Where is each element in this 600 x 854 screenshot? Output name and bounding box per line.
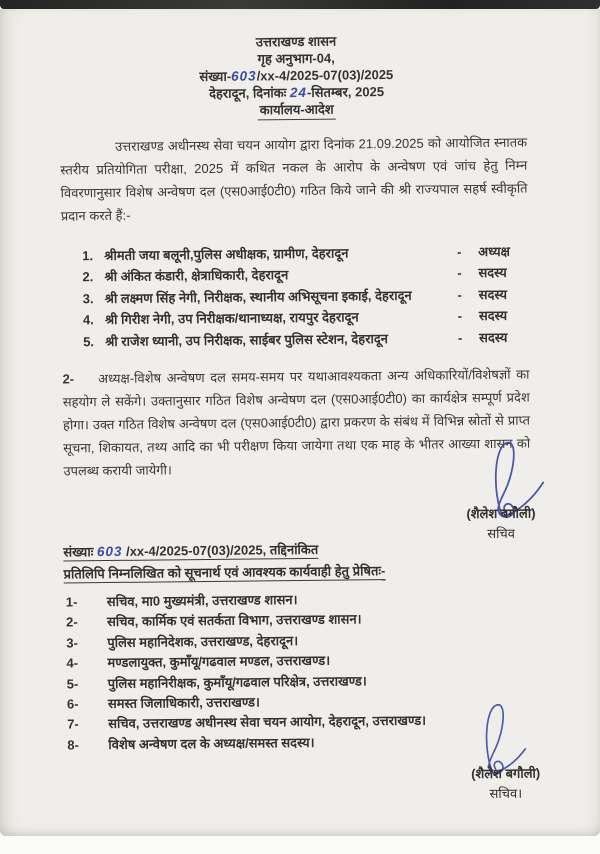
member-name: श्री अंकित कंडारी, क्षेत्राधिकारी, देहरादून [104, 267, 289, 285]
member-name: श्री लक्ष्मण सिंह नेगी, निरीक्षक, स्थानीय अभिसूचना इकाई, देहरादून [104, 287, 412, 306]
copy-text: समस्त जिलाधिकारी, उत्तराखण्ड। [107, 694, 260, 712]
department-section: गृह अनुभाग-04, [257, 50, 335, 67]
member-dash: - [457, 265, 462, 281]
copy-text: पुलिस महानिदेशक, उत्तराखण्ड, देहरादून। [107, 632, 299, 650]
member-role: सदस्य [478, 308, 508, 324]
paragraph-2-text: अध्यक्ष-विशेष अन्वेषण दल समय-समय पर यथाआवश्यकता अन्य अधिकारियों/विशेषज्ञों का सहयोग ले सकेंगे। उक्तानुसार गठित विशेष अन्वेषण दल (एस0आई0टी0) का कार्यक्षेत्र सम्पूर्ण प्रदेश होगा। उक्त गठित विशेष अन्वेषण दल (एस0आई0टी0) द्वारा प्रकरण के संबंध में विभिन्न स्रोतों से प्राप्त सूचना, शिकायत, तथ्य आदि का भी परीक्षण किया जायेगा तथा एक माह के भीतर आख्या शासन को उपलब्ध करायी जायेगी। [62, 366, 531, 479]
copy-number: 5- [66, 675, 79, 692]
copy-text: पुलिस महानिरीक्षक, कुमाँयू/गढवाल परिक्षेत्र, उत्तराखण्ड। [107, 672, 367, 691]
signatory-name: (शैलेश बगौली) [471, 765, 541, 782]
paragraph-2 [62, 363, 530, 483]
distribution-list [66, 588, 544, 756]
member-dash: - [457, 308, 463, 324]
signatory-block-1 [431, 503, 571, 544]
copy-text: सचिव, मा0 मुख्यमंत्री, उत्तराखण्ड शासन। [106, 592, 298, 610]
member-name: श्री राजेश ध्यानी, उप निरीक्षक, साईबर पुलिस स्टेशन, देहरादून [105, 330, 389, 349]
handwritten-order-number: 603 [231, 68, 257, 84]
doc-title: कार्यालय-आदेश [0, 98, 597, 123]
member-role: सदस्य [479, 329, 508, 345]
member-number: 3. [82, 290, 94, 307]
signatory-title: सचिव [487, 525, 516, 542]
copy-row [67, 730, 543, 755]
member-number: 2. [82, 269, 94, 285]
copy-text: विशेष अन्वेषण दल के अध्यक्ष/समस्त सदस्य। [108, 734, 315, 752]
member-role: सदस्य [478, 265, 507, 281]
member-role: सदस्य [478, 286, 508, 302]
copy-number: 7- [67, 716, 79, 732]
scan-bottom-margin [0, 836, 600, 854]
signatory-title: सचिव। [489, 785, 523, 802]
opening-paragraph: उत्तराखण्ड अधीनस्थ सेवा चयन आयोग द्वारा दिनांक 21.09.2025 को आयोजित स्नातक स्तरीय प्रतियोगिता परीक्षा, 2025 में कथित नकल के आरोप के अन्वेषण एवं जांच हेतु निम्न विवरणानुसार विशेष अन्वेषण दल (एस0आई0टी0) गठित किये जाने की श्री राज्यपाल सहर्ष स्वीकृति प्रदान करते हैं:- [60, 134, 528, 224]
sit-members-list [82, 241, 535, 353]
document-header [0, 30, 597, 123]
copy-text: सचिव, कार्मिक एवं सतर्कता विभाग, उत्तराखण्ड शासन। [106, 611, 362, 630]
copy-number: 4- [66, 655, 79, 671]
member-dash: - [456, 244, 462, 260]
member-role: अध्यक्ष [478, 243, 510, 260]
member-dash: - [457, 287, 462, 303]
copy-number: 3- [66, 635, 78, 651]
member-number: 1. [82, 248, 94, 264]
signatory-block-2 [436, 763, 576, 804]
place-date-line: देहरादून, दिनांकः 24-सितम्बर, 2025 [208, 84, 385, 101]
copy-text: सचिव, उत्तराखण्ड अधीनस्थ सेवा चयन आयोग, देहरादून, उत्तराखण्ड। [108, 713, 427, 732]
copy-number: 8- [67, 737, 80, 753]
paragraph-2-number: 2- [62, 371, 75, 387]
signatory-name: (शैलेश बगौली) [466, 505, 536, 522]
member-number: 4. [82, 312, 94, 328]
handwritten-copy-number: 603 [96, 543, 123, 560]
copy-number: 1- [65, 594, 78, 610]
member-number: 5. [83, 333, 95, 349]
copy-number-line: संख्याः 603 /xx-4/2025-07(03)/2025, तद्दिनांकित [63, 541, 319, 560]
copy-number: 2- [66, 614, 78, 630]
member-name: श्री गिरीश नेगी, उप निरीक्षक/थानाध्यक्ष, रायपुर देहरादून [104, 309, 359, 328]
member-row [83, 326, 535, 352]
member-name: श्रीमती जया बलूनी,पुलिस अधीक्षक, ग्रामीण, देहरादून [104, 245, 349, 264]
order-number-line: संख्या-603/xx-4/2025-07(03)/2025 [199, 67, 394, 85]
copy-text: मण्डलायुक्त, कुमाँयू/गढवाल मण्डल, उत्तराखण्ड। [107, 652, 331, 671]
org-name: उत्तराखण्ड शासन [255, 33, 337, 50]
handwritten-date: 24 [289, 84, 308, 101]
copy-number: 6- [66, 696, 79, 712]
document-page [0, 9, 600, 836]
member-dash: - [457, 329, 463, 345]
copy-forward-line: प्रतिलिपि निम्नलिखित को सूचनार्थ एवं आवश्यक कार्यवाही हेतु प्रेषितः- [63, 563, 386, 582]
document-content [0, 6, 600, 839]
